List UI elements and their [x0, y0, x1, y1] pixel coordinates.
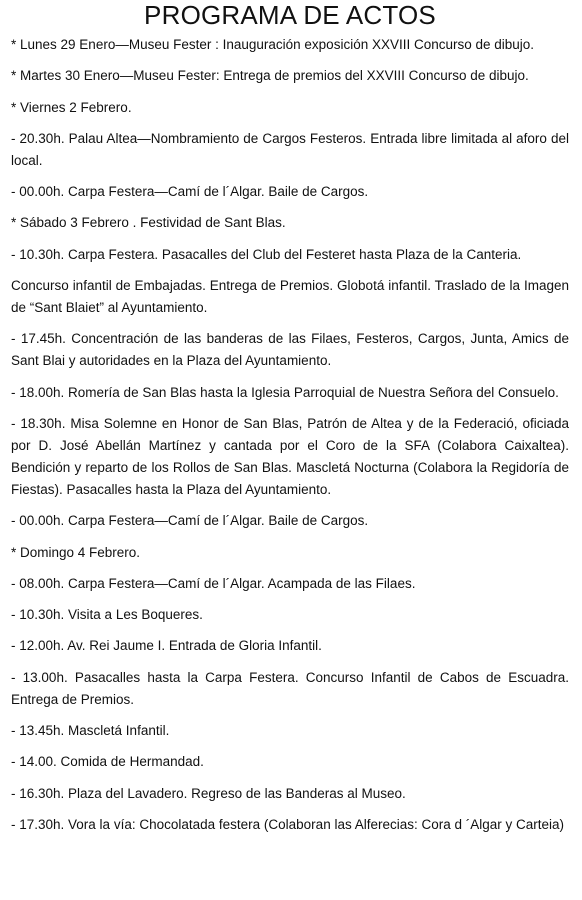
event-item: Concurso infantil de Embajadas. Entrega de Premios. Globotá infantil. Traslado de la Imagen de “Sant Blaiet” al Ayuntamiento.: [11, 278, 569, 316]
event-item: - 17.45h. Concentración de las banderas de las Filaes, Festeros, Cargos, Junta, Amics de Sant Blai y autoridades en la Plaza del Ayuntamiento.: [11, 331, 569, 369]
event-item: - 20.30h. Palau Altea—Nombramiento de Cargos Festeros. Entrada libre limitada al aforo del local.: [11, 130, 569, 168]
event-item: - 12.00h. Av. Rei Jaume I. Entrada de Gloria Infantil.: [11, 638, 322, 654]
event-item: - 00.00h. Carpa Festera—Camí de l´Algar. Baile de Cargos.: [11, 184, 369, 200]
day-heading: * Domingo 4 Febrero.: [11, 544, 141, 560]
event-item: - 16.30h. Plaza del Lavadero. Regreso de las Banderas al Museo.: [11, 785, 406, 801]
event-item: - 13.45h. Mascletá Infantil.: [11, 723, 170, 739]
page-title: PROGRAMA DE ACTOS: [144, 0, 436, 30]
event-item: * Martes 30 Enero—Museu Fester: Entrega de premios del XXVIII Concurso de dibujo.: [11, 68, 529, 84]
day-heading: * Sábado 3 Febrero . Festividad de Sant Blas.: [11, 215, 286, 231]
event-item: - 10.30h. Carpa Festera. Pasacalles del Club del Festeret hasta Plaza de la Canteria.: [11, 246, 522, 262]
day-heading: * Viernes 2 Febrero.: [11, 99, 132, 115]
event-item: - 18.30h. Misa Solemne en Honor de San Blas, Patrón de Altea y de la Federació, oficiada por D. José Abellán Martínez y cantada por el Coro de la SFA (Colabora Caixaltea). Bendición y reparto de los Rollos de San Blas. Mascletá Nocturna (Colabora la Regidoría de Fiestas). Pasacalles hasta la Plaza del Ayuntamiento.: [11, 415, 569, 497]
event-item: - 10.30h. Visita a Les Boqueres.: [11, 607, 203, 623]
event-list: [11, 34, 569, 836]
event-item: - 00.00h. Carpa Festera—Camí de l´Algar. Baile de Cargos.: [11, 513, 369, 529]
event-item: - 08.00h. Carpa Festera—Camí de l´Algar. Acampada de las Filaes.: [11, 575, 416, 591]
event-item: - 14.00. Comida de Hermandad.: [11, 754, 204, 770]
event-item: - 13.00h. Pasacalles hasta la Carpa Festera. Concurso Infantil de Cabos de Escuadra. Entrega de Premios.: [11, 669, 569, 707]
event-item: - 17.30h. Vora la vía: Chocolatada festera (Colaboran las Alferecias: Cora d ´Algar y Carteia): [11, 816, 565, 832]
event-item: - 18.00h. Romería de San Blas hasta la Iglesia Parroquial de Nuestra Señora del Consuelo.: [11, 384, 559, 400]
event-item: * Lunes 29 Enero—Museu Fester : Inauguración exposición XXVIII Concurso de dibujo.: [11, 37, 535, 52]
